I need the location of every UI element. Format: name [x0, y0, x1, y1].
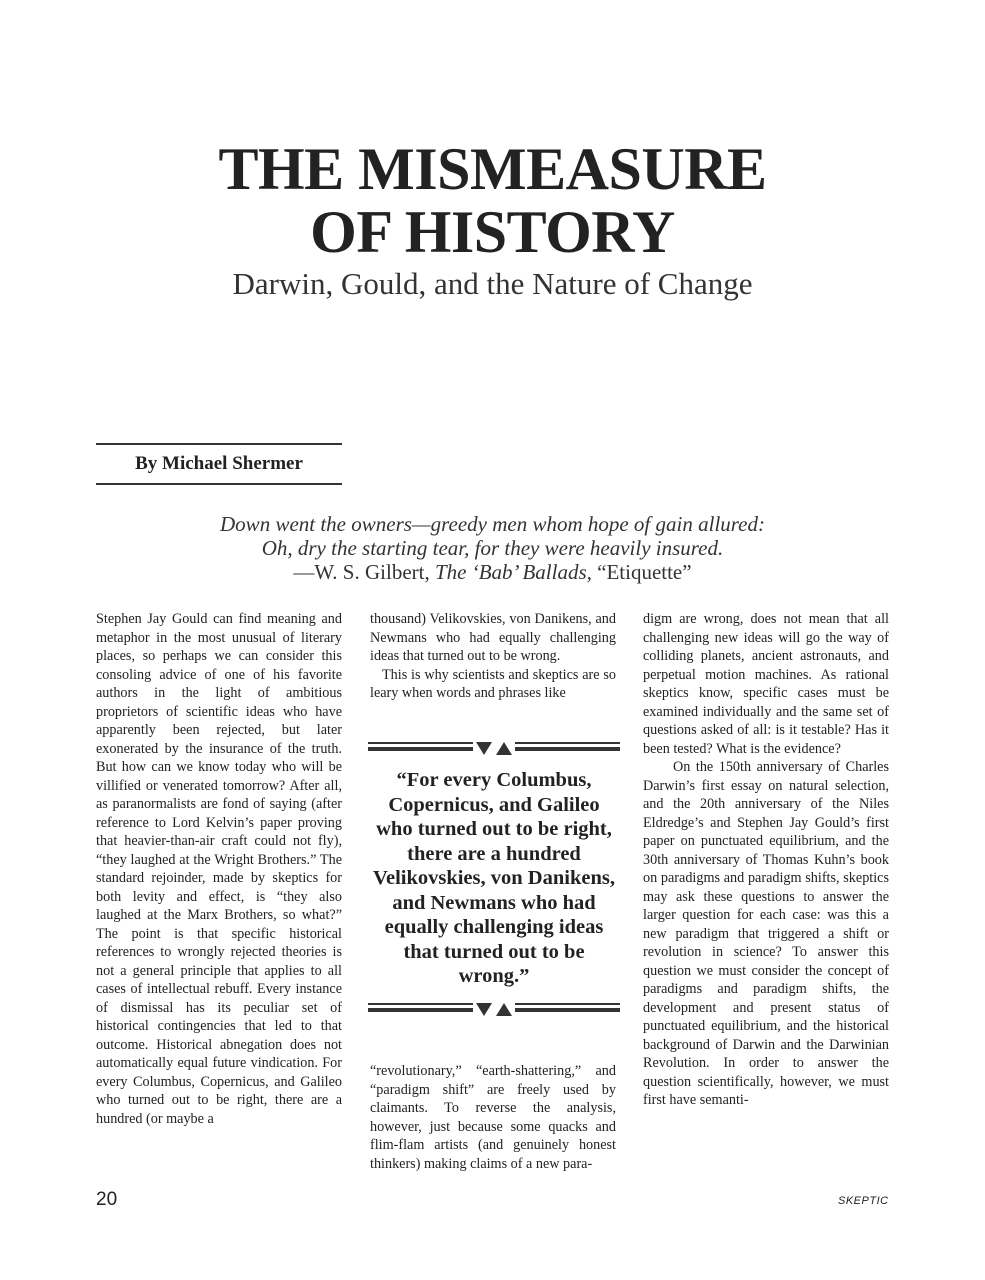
body-paragraph: This is why scientists and skeptics are so leary when words and phrases like [370, 666, 616, 701]
epigraph [100, 512, 885, 584]
body-paragraph: On the 150th anniversary of Charles Darwin’s first essay on natural selection, and the 20th anniversary of the Niles Eldredge’s and Stephen Jay Gould’s first paper on punctuated equilibrium, and the 30th anniversary of Thomas Kuhn’s book on paradigms and paradigm shifts, skeptics may ask these questions to answer the larger question for each case: was this a new paradigm that triggered a shift or revolution in science? To answer this question we must consider the concept of paradigms and paradigm shifts, the development and present status of punctuated equilibrium, and the historical background of Darwin and the Darwinian Revolution. In order to answer the question scientifically, however, we must first have semanti- [643, 759, 889, 1108]
article-subtitle: Darwin, Gould, and the Nature of Change [232, 266, 753, 301]
body-paragraph: “revolutionary,” “earth-shattering,” and “paradigm shift” are freely used by claimants. To reverse the analysis, however, just because some quacks and flim-flam artists (and genuinely honest thinkers) making claims of a new para- [370, 1063, 616, 1172]
page-number: 20 [96, 1189, 118, 1210]
pull-quote-text: “For every Columbus, Copernicus, and Galileo who turned out to be right, there are a hundred Velikovskies, von Danikens, and Newmans who had equally challenging ideas that turned out to be wrong.” [373, 769, 615, 987]
body-paragraph: digm are wrong, does not mean that all challenging new ideas will go the way of colliding planets, ancient astronauts, and perpetual motion machines. As rational skeptics know, specific cases must be examined individually and the same set of questions asked of all: is it testable? Has it been tested? What is the evidence? [643, 611, 889, 757]
article-title-line-1: THE MISMEASURE [218, 136, 767, 202]
article-title-line-2: OF HISTORY [310, 199, 675, 265]
epigraph-author: —W. S. Gilbert, [293, 560, 435, 584]
pull-quote-top-ornament [368, 736, 620, 758]
title-block [0, 138, 985, 302]
body-column-1 [96, 610, 342, 1128]
body-paragraph: thousand) Velikovskies, von Danikens, and Newmans who had equally challenging ideas that turned out to be wrong. [370, 611, 616, 664]
body-paragraph: Stephen Jay Gould can find meaning and metaphor in the most unusual of literary places, so perhaps we can consider this consoling advice of one of his favorite authors in the light of ambitious proprietors of scientific ideas who have apparently been rejected, but later exonerated by the insurance of the truth. But how can we know today who will be villified or venerated tomorrow? After all, as paranormalists are fond of saying (after reference to Lord Kelvin’s paper proving that heavier-than-air craft could not fly), “they laughed at the Wright Brothers.” The standard rejoinder, made by skeptics for both levity and effect, is “they also laughed at the Marx Brothers, so what?” The point is that specific historical references to wrongly rejected theories is not a general principle that applies to all cases of intellectual rebuff. Every instance of dismissal has its peculiar set of historical contingencies that led to that outcome. Historical abnegation does not automatically equal future vindication. For every Columbus, Copernicus, and Galileo who turned out to be right, there are a hundred (or maybe a [96, 611, 342, 1127]
body-column-2-bottom [370, 1062, 616, 1173]
body-column-3 [643, 610, 889, 1110]
pull-quote [368, 736, 620, 1019]
byline: By Michael Shermer [135, 453, 303, 474]
byline-block [96, 443, 342, 485]
epigraph-line-1: Down went the owners—greedy men whom hope of gain allured: [220, 512, 765, 536]
pull-quote-bottom-ornament [368, 997, 620, 1019]
body-column-2-top [370, 610, 616, 703]
epigraph-poem: “Etiquette” [591, 560, 692, 584]
epigraph-work: The ‘Bab’ Ballads, [434, 560, 592, 584]
magazine-name: SKEPTIC [838, 1195, 889, 1207]
epigraph-attribution [100, 560, 885, 584]
byline-bottom-rule [96, 483, 342, 485]
epigraph-line-2: Oh, dry the starting tear, for they were heavily insured. [261, 536, 724, 560]
